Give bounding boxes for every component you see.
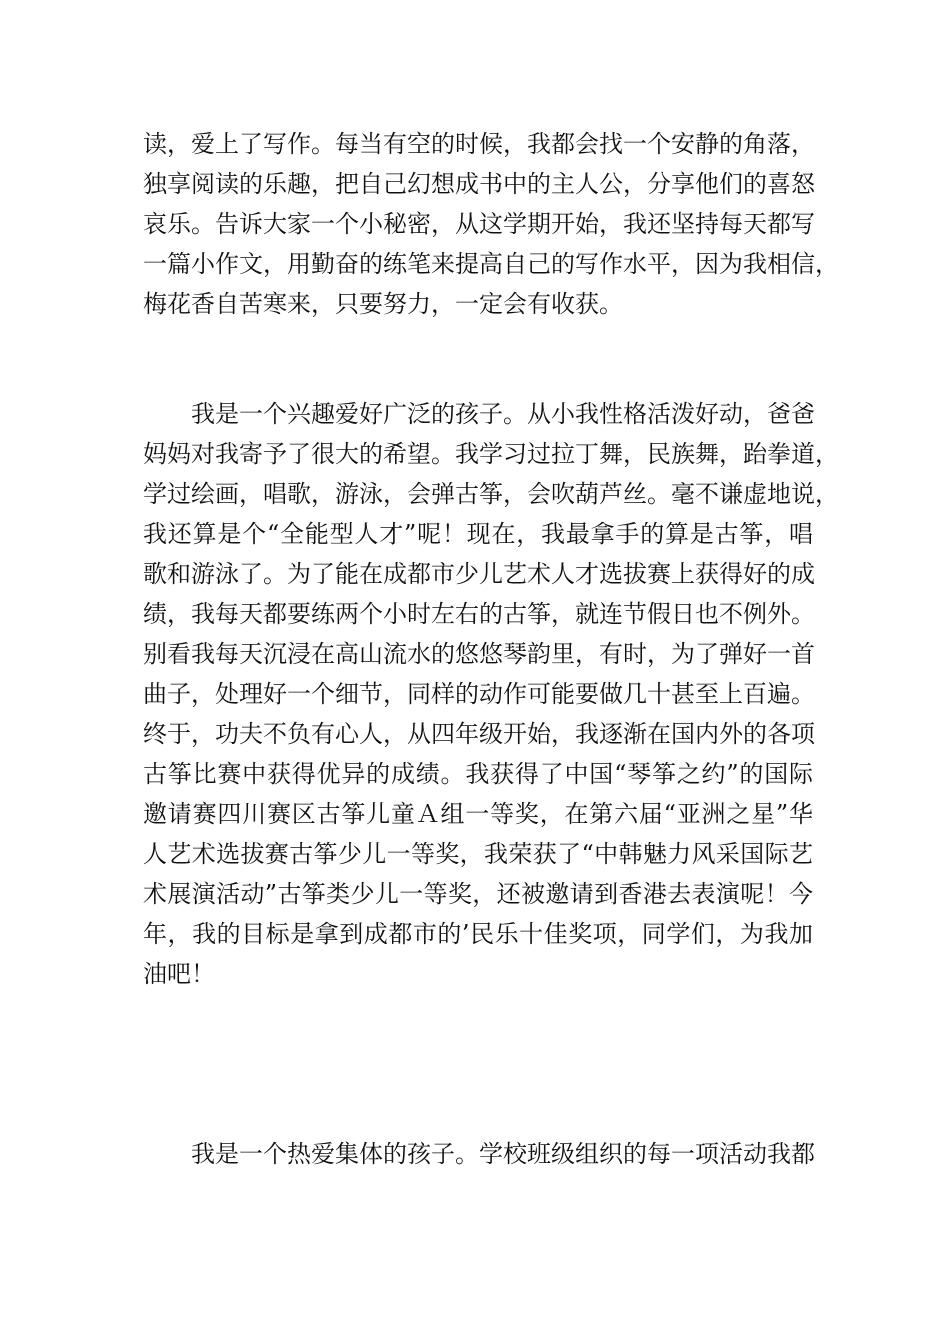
text-line: 人艺术选拔赛古筝少儿一等奖，我荣获了“中韩魅力风采国际艺	[143, 840, 813, 868]
text-line: 一篇小作文，用勤奋的练笔来提高自己的写作水平，因为我相信，	[143, 250, 839, 278]
paragraph-collective	[143, 1134, 813, 1174]
paragraph-hobbies	[143, 394, 839, 994]
text-line: 古筝比赛中获得优异的成绩。我获得了中国“琴筝之约”的国际	[143, 760, 813, 788]
text-line: 别看我每天沉浸在高山流水的悠悠琴韵里，有时，为了弹好一首	[143, 640, 815, 668]
text-line: 曲子，处理好一个细节，同样的动作可能要做几十甚至上百遍。	[143, 680, 815, 708]
text-line: 我还算是个“全能型人才”呢！现在，我最拿手的算是古筝，唱	[143, 520, 813, 548]
text-line: 油吧！	[143, 960, 215, 988]
text-line: 哀乐。告诉大家一个小秘密，从这学期开始，我还坚持每天都写	[143, 210, 815, 238]
text-line: 歌和游泳了。为了能在成都市少儿艺术人才选拔赛上获得好的成	[143, 560, 815, 588]
text-line: 邀请赛四川赛区古筝儿童Ａ组一等奖，在第六届“亚洲之星”华	[143, 800, 813, 828]
text-line: 术展演活动”古筝类少儿一等奖，还被邀请到香港去表演呢！今	[143, 880, 813, 908]
paragraph-reading-writing	[143, 124, 839, 324]
text-line: 独享阅读的乐趣，把自己幻想成书中的主人公，分享他们的喜怒	[143, 170, 815, 198]
text-line: 我是一个兴趣爱好广泛的孩子。从小我性格活泼好动，爸爸	[143, 400, 815, 428]
text-line: 妈妈对我寄予了很大的希望。我学习过拉丁舞，民族舞，跆拳道，	[143, 440, 839, 468]
text-line: 我是一个热爱集体的孩子。学校班级组织的每一项活动我都	[143, 1140, 815, 1168]
text-line: 梅花香自苦寒来，只要努力，一定会有收获。	[143, 290, 623, 318]
text-line: 读，爱上了写作。每当有空的时候，我都会找一个安静的角落，	[143, 130, 815, 158]
text-line: 年，我的目标是拿到成都市的’民乐十佳奖项，同学们，为我加	[143, 920, 813, 948]
text-line: 绩，我每天都要练两个小时左右的古筝，就连节假日也不例外。	[143, 600, 815, 628]
text-line: 终于，功夫不负有心人，从四年级开始，我逐渐在国内外的各项	[143, 720, 815, 748]
text-line: 学过绘画，唱歌，游泳，会弹古筝，会吹葫芦丝。毫不谦虚地说，	[143, 480, 839, 508]
